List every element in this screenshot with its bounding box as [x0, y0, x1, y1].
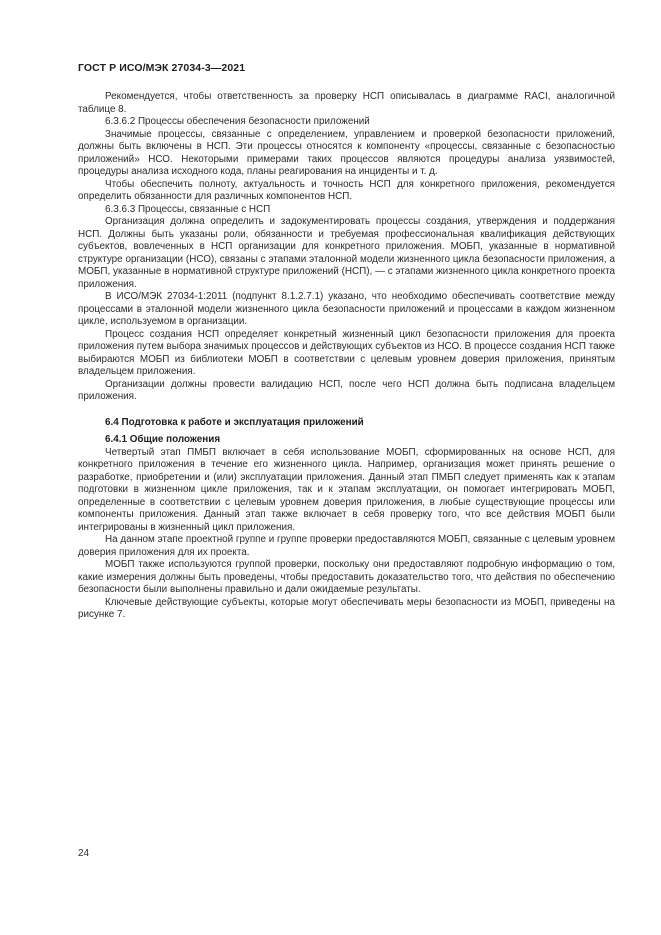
paragraph-validation: Организации должны провести валидацию НСП, после чего НСП должна быть подписана владельцем приложения.: [78, 378, 615, 402]
paragraph-fourth-stage: Четвертый этап ПМБП включает в себя использование МОБП, сформированных на основе НСП, для конкретного приложения в течение его жизненного цикла. Например, организация может принять решение о разработке, приобретении и (или) эксплуатации приложения. Данный этап ПМБП следует применять как к этапам подготовки в жизненном цикле приложения, так и к этапам эксплуатации, он помогает интегрировать МОБП, определенные в соответствии с целевым уровнем доверия приложения, в любые существующие процессы или компоненты приложения. Данный этап также включает в себя проверку того, что все действия МОБП были интегрированы в жизненный цикл приложения.: [78, 446, 615, 533]
subsection-6-3-6-2: 6.3.6.2 Процессы обеспечения безопасности приложений: [105, 116, 370, 127]
paragraph-project-group: На данном этапе проектной группе и группе проверки предоставляются МОБП, связанные с целевым уровнем доверия приложения для их проекта.: [78, 534, 615, 558]
paragraph-key-actors: Ключевые действующие субъекты, которые могут обеспечивать меры безопасности из МОБП, приведены на рисунке 7.: [78, 596, 615, 620]
subsection-title-6-4-1: 6.4.1 Общие положения: [105, 434, 221, 445]
paragraph-creation-process: Процесс создания НСП определяет конкретный жизненный цикл безопасности приложения для проекта приложения путем выбора значимых процессов и действующих субъектов из НСО. В процессе создания НСП также выбираются МОБП из библиотеки МОБП в соответствии с целевым уровнем доверия приложения, принятым владельцем приложения.: [78, 328, 615, 377]
subsection-6-3-6-3: 6.3.6.3 Процессы, связанные с НСП: [105, 203, 271, 215]
document-body: [78, 91, 615, 622]
paragraph-organization: Организация должна определить и задокументировать процессы создания, утверждения и поддержания НСП. Должны быть указаны роли, обязанности и требуемая профессиональная квалификация действующих субъектов, вовлеченных в НСП организации для конкретного приложения. МОБП, указанные в нормативной структуре организации (НСО), связаны с этапами эталонной модели жизненного цикла безопасности приложения, а МОБП, указанные в нормативной структуре приложений (НСП), — с этапами жизненного цикла конкретного проекта приложения.: [78, 216, 615, 290]
page-number: 24: [78, 848, 90, 859]
paragraph-iso-reference: В ИСО/МЭК 27034-1:2011 (подпункт 8.1.2.7.1) указано, что необходимо обеспечивать соответствие между процессами в эталонной модели жизненного цикла безопасности приложений и процессами в каждом жизненном цикле, используемом в организации.: [78, 291, 615, 327]
paragraph-raci: Рекомендуется, чтобы ответственность за проверку НСП описывалась в диаграмме RACI, аналогичной таблице 8.: [78, 91, 615, 115]
standard-header: ГОСТ Р ИСО/МЭК 27034-3—2021: [78, 62, 246, 74]
paragraph-verification-group: МОБП также используются группой проверки, поскольку они предоставляют подробную информацию о том, какие измерения должны быть проведены, чтобы предоставить доказательство того, что действия по обеспечению безопасности были выполнены правильно и дали ожидаемые результаты.: [78, 559, 615, 595]
paragraph-processes: Значимые процессы, связанные с определением, управлением и проверкой безопасности приложений, должны быть включены в НСП. Эти процессы относятся к компоненту «процессы, связанные с безопасностью приложений» НСО. Некоторыми примерами таких процессов являются процедуры анализа уязвимостей, процедуры анализа исходного кода, планы реагирования на инциденты и т. д.: [78, 128, 615, 177]
section-title-6-4: 6.4 Подготовка к работе и эксплуатация приложений: [105, 416, 364, 428]
paragraph-completeness: Чтобы обеспечить полноту, актуальность и точность НСП для конкретного приложения, рекомендуется определить обязанности для различных компонентов НСП.: [78, 178, 615, 202]
